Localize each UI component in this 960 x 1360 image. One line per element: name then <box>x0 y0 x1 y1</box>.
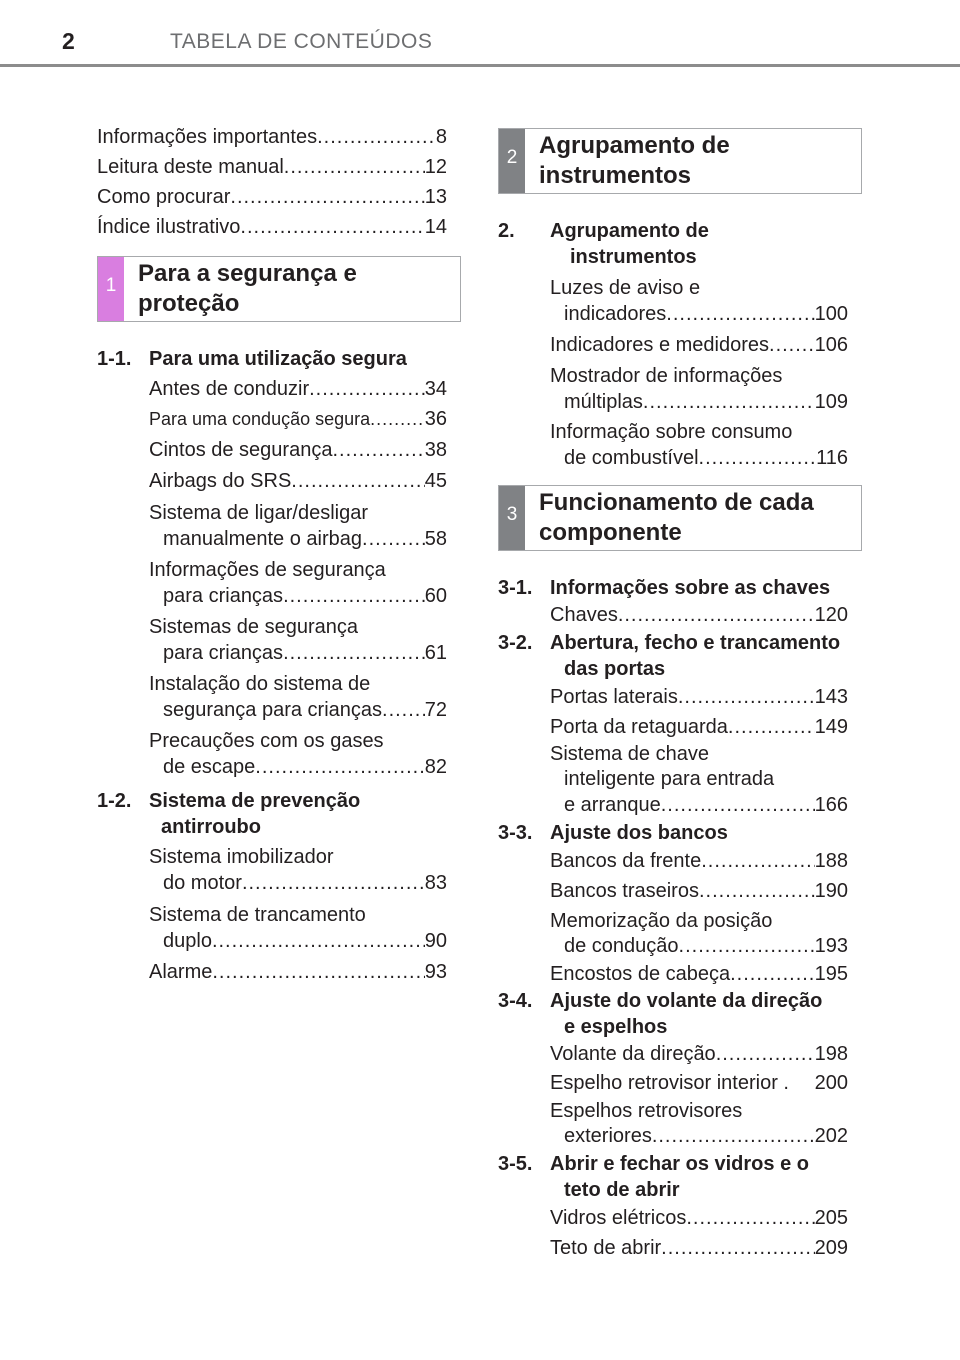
chapter-box-1[interactable] <box>97 256 461 322</box>
toc-entry[interactable] <box>97 155 447 180</box>
toc-entry[interactable]: Vidros elétricos ..... 205 <box>550 1206 848 1231</box>
toc-entry[interactable] <box>97 185 447 210</box>
header-divider <box>0 64 960 67</box>
page-title: TABELA DE CONTEÚDOS <box>170 30 433 53</box>
section-heading[interactable]: 3-5. Abrir e fechar os vidros e o teto de abrir <box>498 1153 809 1201</box>
toc-entry[interactable]: Porta da retaguarda ..... 149 <box>550 715 848 740</box>
page-header <box>0 0 960 68</box>
toc-entry-line[interactable]: Sistema de ligar/desligar <box>149 502 368 524</box>
toc-entry[interactable]: Para uma condução segura ..... 36 <box>149 407 447 432</box>
toc-entry[interactable]: de condução ..... 193 <box>564 934 848 959</box>
toc-entry-label: Leitura deste manual <box>97 156 284 178</box>
toc-entry[interactable]: Alarme ..... 93 <box>149 960 447 985</box>
toc-entry[interactable]: Portas laterais ..... 143 <box>550 685 848 710</box>
toc-entry[interactable]: Airbags do SRS ..... 45 <box>149 469 447 494</box>
toc-entry[interactable]: Teto de abrir ..... 209 <box>550 1236 848 1261</box>
chapter-box-3[interactable] <box>498 485 862 551</box>
toc-entry[interactable]: para crianças ..... 60 <box>163 584 447 609</box>
toc-entry[interactable]: duplo ..... 90 <box>163 929 447 954</box>
section-heading[interactable]: 3-2. Abertura, fecho e trancamento das portas <box>498 632 841 680</box>
toc-entry[interactable]: Antes de conduzir ..... 34 <box>149 377 447 402</box>
toc-entry[interactable]: Volante da direção ..... 198 <box>550 1042 848 1067</box>
chapter-tab: 3 <box>499 486 525 550</box>
toc-entry-line[interactable]: Instalação do sistema de <box>149 673 371 695</box>
toc-entry[interactable]: de combustível ..... 116 <box>564 446 848 471</box>
toc-entry[interactable]: e arranque ..... 166 <box>564 793 848 818</box>
toc-entry-line[interactable]: Luzes de aviso e <box>550 277 701 299</box>
toc-entry-label: Índice ilustrativo <box>97 216 241 238</box>
section-heading[interactable]: 3-4. Ajuste do volante da direção e espelhos <box>498 990 823 1038</box>
toc-entry[interactable]: Bancos traseiros ..... 190 <box>550 879 848 904</box>
chapter-title: Agrupamento de instrumentos <box>539 132 730 189</box>
toc-entry-line[interactable]: inteligente para entrada <box>564 768 775 790</box>
toc-entry[interactable]: indicadores ..... 100 <box>564 302 848 327</box>
toc-entry[interactable]: segurança para crianças ..... 72 <box>163 698 447 723</box>
toc-entry[interactable]: do motor ..... 83 <box>163 871 447 896</box>
toc-entry[interactable]: múltiplas ..... 109 <box>564 390 848 415</box>
toc-entry[interactable]: Espelho retrovisor interior . 200 <box>550 1072 848 1094</box>
toc-entry[interactable]: para crianças ..... 61 <box>163 641 447 666</box>
toc-entry-line[interactable]: Sistema de trancamento <box>149 904 366 926</box>
toc-entry-line[interactable]: Sistema de chave <box>550 743 709 765</box>
toc-entry[interactable]: Bancos da frente ..... 188 <box>550 849 848 874</box>
toc-entry-page: 13 <box>424 186 447 208</box>
chapter-tab: 1 <box>98 257 124 321</box>
toc-entry-line[interactable]: Espelhos retrovisores <box>550 1100 743 1122</box>
toc-entry-line[interactable]: Memorização da posição <box>550 910 773 932</box>
toc-entry[interactable]: exteriores ..... 202 <box>564 1124 848 1149</box>
toc-entry-line[interactable]: Informação sobre consumo <box>550 421 793 443</box>
toc-entry-line[interactable]: Sistemas de segurança <box>149 616 359 638</box>
toc-entry-page: 12 <box>424 156 447 178</box>
toc-entry-label: Informações importantes <box>97 126 318 148</box>
chapter-title: Funcionamento de cada componente <box>539 489 814 546</box>
chapter-box-2[interactable] <box>498 128 862 194</box>
toc-entry-page: 8 <box>435 126 447 148</box>
toc-entry-label: Como procurar <box>97 186 231 208</box>
toc-entry-page: 14 <box>424 216 447 238</box>
toc-entry[interactable]: Indicadores e medidores ..... 106 <box>550 333 848 358</box>
section-heading[interactable]: 2. Agrupamento de instrumentos <box>498 220 709 268</box>
toc-entry-line[interactable]: Sistema imobilizador <box>149 846 334 868</box>
toc-entry-line[interactable]: Informações de segurança <box>149 559 386 581</box>
toc-entry-line[interactable]: Precauções com os gases <box>149 730 384 752</box>
section-heading[interactable]: 1-2. Sistema de prevenção antirroubo <box>97 790 361 838</box>
toc-entry[interactable] <box>97 215 447 240</box>
chapter-title: Para a segurança e proteção <box>138 260 357 317</box>
toc-entry[interactable]: Cintos de segurança ..... 38 <box>149 438 447 463</box>
toc-entry[interactable] <box>97 125 447 150</box>
chapter-tab: 2 <box>499 129 525 193</box>
toc-entry-line[interactable]: Mostrador de informações <box>550 365 783 387</box>
toc-entry[interactable]: de escape ..... 82 <box>163 755 447 780</box>
toc-entry[interactable]: Chaves ..... 120 <box>550 603 848 628</box>
toc-entry[interactable]: Encostos de cabeça ..... 195 <box>550 962 848 987</box>
page-number: 2 <box>62 28 75 54</box>
toc-entry[interactable]: manualmente o airbag ..... 58 <box>163 527 447 552</box>
